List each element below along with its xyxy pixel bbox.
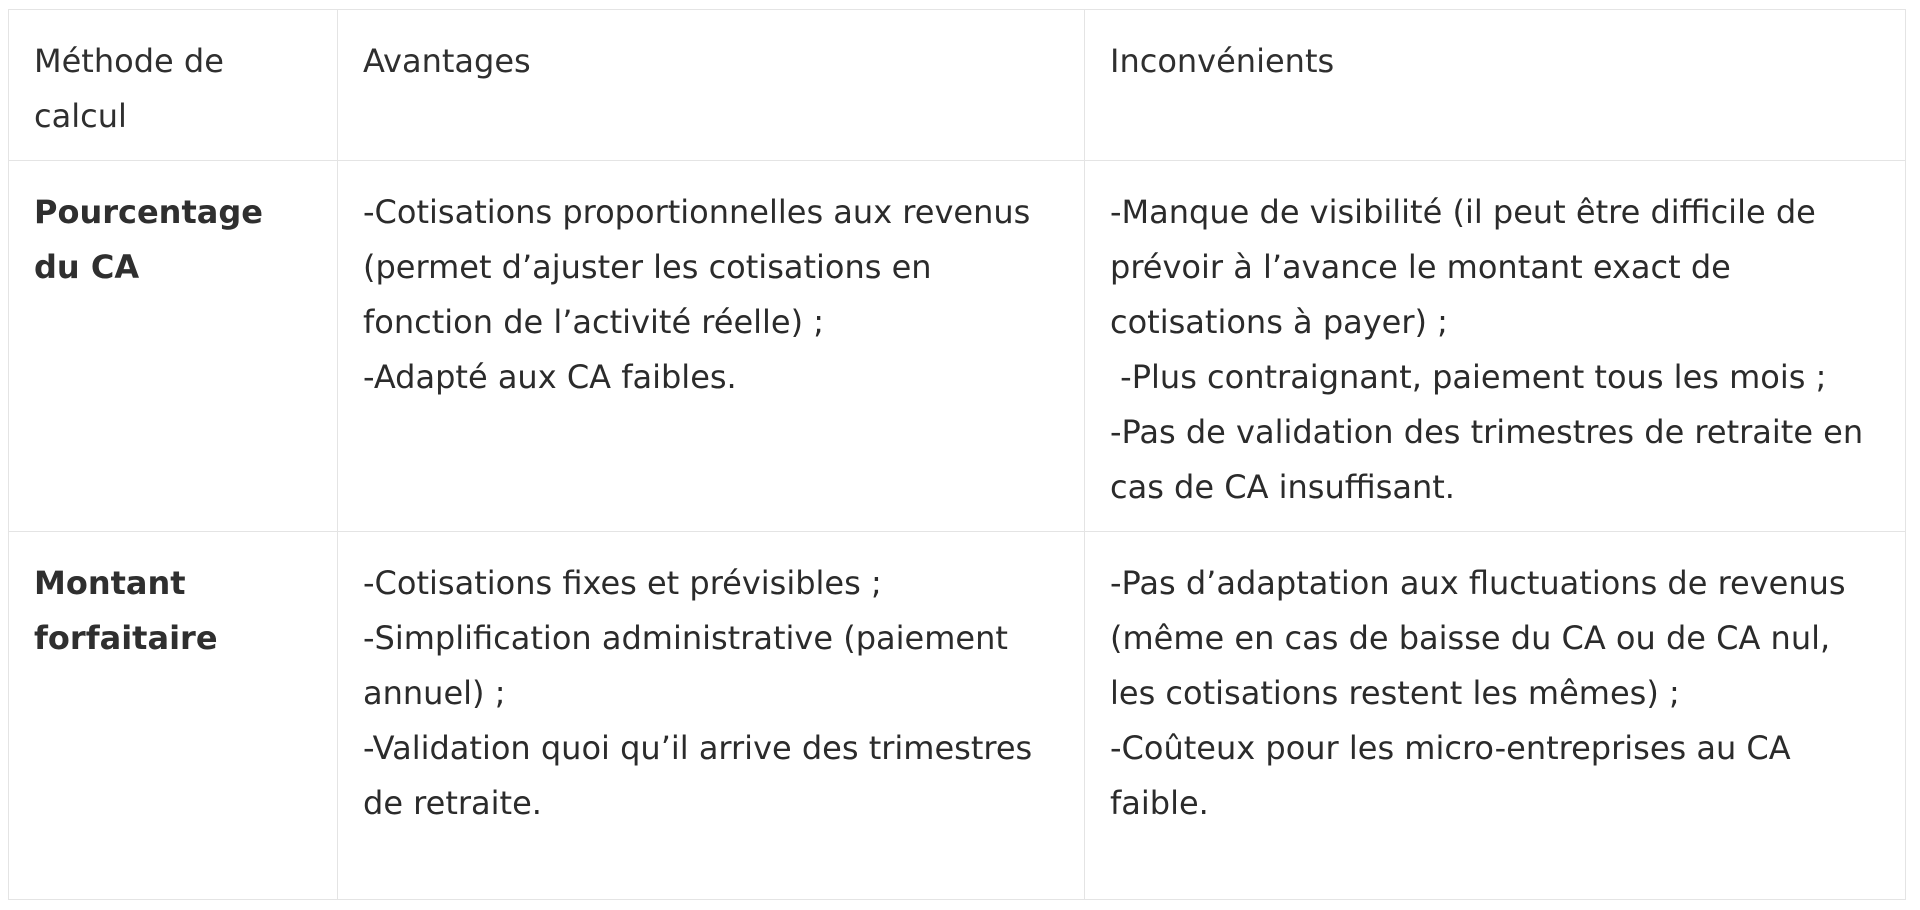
disadvantage-item: -Pas d’adaptation aux fluctuations de revenus (même en cas de baisse du CA ou de CA nul, les cotisations restent les mêmes) ; — [1110, 564, 1856, 712]
disadvantage-item: -Pas de validation des trimestres de retraite en cas de CA insuffisant. — [1110, 413, 1874, 506]
disadvantages-cell — [1085, 532, 1906, 900]
advantages-cell — [338, 161, 1085, 532]
comparison-table-container — [8, 9, 1905, 900]
header-row — [9, 10, 1906, 161]
disadvantage-item: -Plus contraignant, paiement tous les mois ; — [1110, 358, 1827, 396]
method-cell: Montant forfaitaire — [9, 532, 338, 900]
advantage-item: -Validation quoi qu’il arrive des trimestres de retraite. — [363, 729, 1043, 822]
advantage-item: -Simplification administrative (paiement annuel) ; — [363, 619, 1019, 712]
header-disadvantages: Inconvénients — [1085, 10, 1906, 161]
comparison-table — [8, 9, 1906, 900]
table-row — [9, 532, 1906, 900]
advantage-item: -Adapté aux CA faibles. — [363, 358, 737, 396]
advantages-cell — [338, 532, 1085, 900]
advantage-item: -Cotisations proportionnelles aux revenus (permet d’ajuster les cotisations en fonction de l’activité réelle) ; — [363, 193, 1041, 341]
header-advantages: Avantages — [338, 10, 1085, 161]
header-method: Méthode de calcul — [9, 10, 338, 161]
disadvantage-item: -Coûteux pour les micro-entreprises au CA faible. — [1110, 729, 1801, 822]
disadvantage-item: -Manque de visibilité (il peut être difficile de prévoir à l’avance le montant exact de cotisations à payer) ; — [1110, 193, 1826, 341]
method-cell: Pourcentage du CA — [9, 161, 338, 532]
disadvantages-cell — [1085, 161, 1906, 532]
table-row — [9, 161, 1906, 532]
advantage-item: -Cotisations fixes et prévisibles ; — [363, 564, 882, 602]
